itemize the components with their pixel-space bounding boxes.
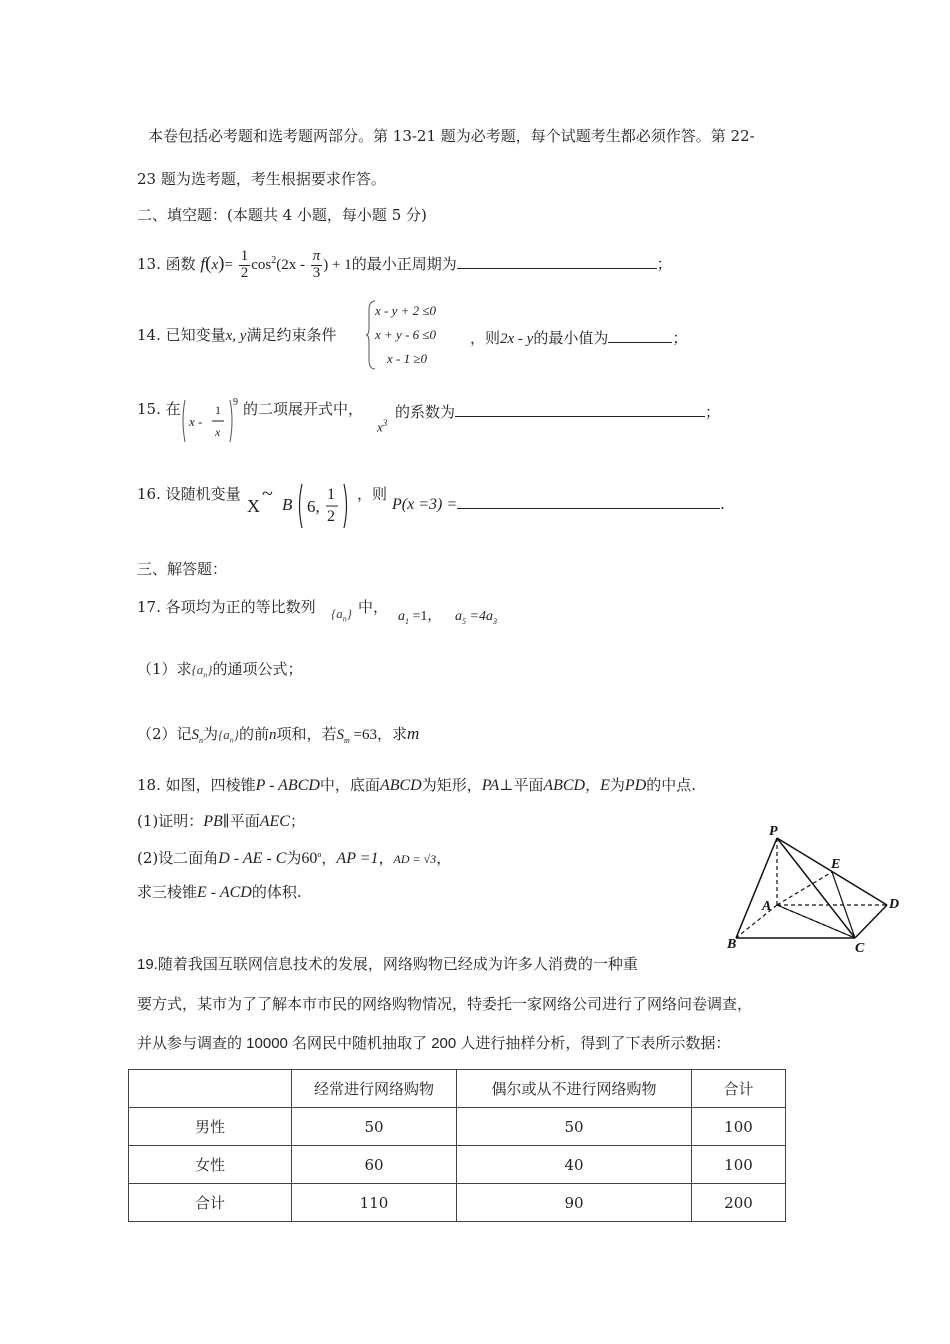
q13-arg: (2x - — [276, 257, 305, 273]
q14-constraint-1: x - y + 2 ≤0 — [375, 303, 437, 318]
table-header-cell: 经常进行网络购物 — [292, 1070, 457, 1108]
q14-answer-blank[interactable] — [608, 328, 672, 343]
q17-a1: $a_1 =1$， — [398, 609, 442, 626]
q15-mid: 的二项展开式中， — [243, 400, 364, 418]
survey-table — [128, 1069, 786, 1222]
q13-close: ) + 1 — [323, 257, 352, 273]
q19-line-2: 要方式，某市为了了解本市市民的网络购物情况，特委托一家网络公司进行了网络问卷调查， — [137, 995, 753, 1013]
table-header-row — [129, 1070, 786, 1108]
q13-end: ； — [656, 255, 672, 273]
q14-constraint-3: x - 1 ≥0 — [387, 351, 427, 366]
q14-mid: 满足约束条件 — [246, 326, 337, 344]
q15-rest: 的系数为 ； — [395, 403, 721, 421]
q17-part-1: （1）求$\{a_n\}$的通项公式； — [137, 660, 303, 680]
intro-line-1: 本卷包括必考题和选考题两部分。第 13-21 题为必考题，每个试题考生都必须作答。第 22- — [148, 127, 755, 145]
table-cell: 110 — [292, 1184, 457, 1222]
table-cell: 200 — [692, 1184, 786, 1222]
q13-suffix: 的最小正周期为 — [351, 255, 457, 273]
q16-B: B — [282, 495, 293, 514]
table-row — [129, 1184, 786, 1222]
table-cell: 合计 — [129, 1184, 292, 1222]
q16-P: P(x =3) = — [392, 496, 458, 513]
question-13: 13. 函数 f(x)= $\frac{1}{2}$ $\cos^2(2x$ - $\frac{\pi}{3}$ ) + 1的最小正周期为 ； — [137, 247, 672, 281]
label-E: E — [831, 857, 841, 872]
q17-part-2: （2）记$S_n$为$\{a_n\}$的前n项和，若$S_m =63$，求m — [137, 724, 420, 745]
q16-two: 2 — [327, 508, 335, 525]
q16-X: X — [247, 496, 260, 516]
table-cell: 100 — [692, 1108, 786, 1146]
q13-half: $\frac{1}{2}$ — [240, 247, 249, 281]
q17-prefix: 17. 各项均为正的等比数列 — [137, 598, 316, 616]
label-A: A — [762, 899, 772, 914]
q16-answer-blank[interactable] — [457, 502, 720, 509]
q18-part-1: (1)证明：PB∥平面AEC； — [137, 812, 305, 830]
table-row — [129, 1108, 786, 1146]
q15-prefix: 15. 在 — [137, 400, 181, 418]
q14-constraint-2: x + y - 6 ≤0 — [375, 327, 437, 342]
label-P: P — [769, 824, 778, 839]
q14-prefix: 14. 已知变量x, y满足约束条件 — [137, 326, 337, 344]
table-cell: 50 — [292, 1108, 457, 1146]
q13-pi-over-3: $\frac{\pi}{3}$ — [312, 247, 321, 281]
q16-prefix: 16. 设随机变量 — [137, 485, 241, 503]
table-cell: 40 — [457, 1146, 692, 1184]
q16-tilde: ~ — [262, 483, 273, 505]
q13-cos: cos — [251, 257, 272, 273]
intro-line-2: 23 题为选考题，考生根据要求作答。 — [137, 170, 386, 188]
table-header-cell — [129, 1070, 292, 1108]
q16-then: ，则 — [357, 485, 388, 503]
table-cell: 60 — [292, 1146, 457, 1184]
q15-one: 1 — [215, 403, 221, 417]
table-cell: 90 — [457, 1184, 692, 1222]
section-2-heading: 二、填空题：(本题共 4 小题，每小题 5 分) — [137, 206, 427, 224]
table-row — [129, 1146, 786, 1184]
q15-exp: 9 — [233, 397, 238, 408]
q13-equals: = — [224, 257, 233, 273]
q15-end: ； — [705, 403, 721, 421]
table-cell: 50 — [457, 1108, 692, 1146]
q13-answer-blank[interactable] — [457, 254, 657, 269]
q14-rest: ，则2x - y的最小值为 ； — [470, 329, 688, 347]
q16-six: 6, — [307, 497, 320, 516]
label-B: B — [727, 937, 737, 952]
q19-line-3: 并从参与调查的 10000 名网民中随机抽取了 200 人进行抽样分析，得到了下表所示数据： — [137, 1035, 731, 1052]
q17-a5: $a_5 =4a_3$ — [455, 609, 497, 626]
q13-sq: 2 — [271, 255, 277, 266]
q14-vars: x, y — [225, 328, 247, 344]
q15-x: x - — [189, 414, 203, 429]
q18-stem: 18. 如图，四棱锥P - ABCD中，底面ABCD为矩形，PA⊥平面ABCD，E为PD的中点. — [137, 776, 697, 794]
section-3-heading: 三、解答题： — [137, 560, 228, 578]
pyramid-figure — [725, 820, 910, 958]
table-header-cell: 偶尔或从不进行网络购物 — [457, 1070, 692, 1108]
table-header-cell: 合计 — [692, 1070, 786, 1108]
q15-x3: $x^3$ — [377, 418, 388, 435]
table-cell: 100 — [692, 1146, 786, 1184]
q15-answer-blank[interactable] — [455, 402, 705, 417]
q14-suffix: 的最小值为 — [533, 329, 609, 347]
q17-mid: 中， — [358, 598, 389, 616]
q18-part-3: 求三棱锥E - ACD的体积. — [137, 883, 302, 901]
q16-rest — [392, 497, 725, 513]
label-C: C — [855, 941, 865, 956]
q13-prefix: 13. 函数 — [137, 255, 196, 273]
label-D: D — [889, 897, 900, 912]
q14-expr: 2x - y — [500, 331, 534, 347]
table-cell: 男性 — [129, 1108, 292, 1146]
q13-f: f — [200, 254, 206, 273]
q16-end: . — [720, 495, 725, 513]
q19-line-1: 19.随着我国互联网信息技术的发展，网络购物已经成为许多人消费的一种重 — [137, 956, 638, 973]
q15-xden: x — [215, 425, 221, 439]
q18-part-2: (2)设二面角D - AE - C为60$^o$，AP =1，AD = √3， — [137, 849, 452, 867]
q16-one: 1 — [327, 486, 335, 503]
q14-end: ； — [672, 329, 688, 347]
q17-an-set: $\{a_n\}$ — [331, 606, 352, 624]
table-cell: 女性 — [129, 1146, 292, 1184]
q13-x: x — [211, 257, 219, 273]
